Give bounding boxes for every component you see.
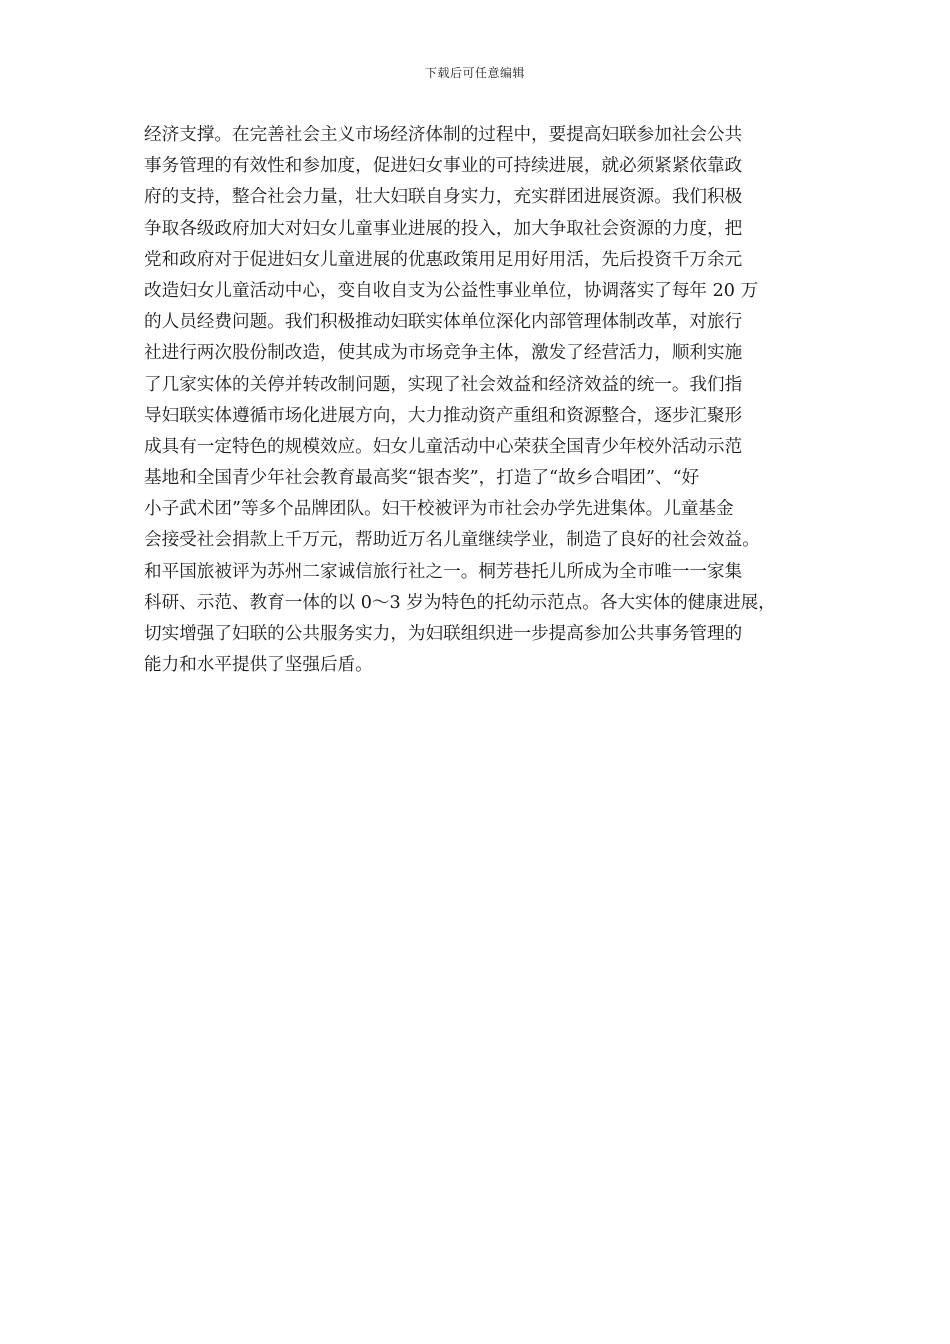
text-line: 成具有一定特色的规模效应。妇女儿童活动中心荣获全国青少年校外活动示范 xyxy=(144,436,743,457)
text-line: 小子武术团”等多个品牌团队。妇干校被评为市社会办学先进集体。儿童基金 xyxy=(144,499,734,520)
text-line: 改造妇女儿童活动中心，变自收自支为公益性事业单位，协调落实了每年 20 万 xyxy=(144,280,759,301)
body-paragraph xyxy=(144,120,824,681)
text-line: 会接受社会捐款上千万元，帮助近万名儿童继续学业，制造了良好的社会效益。 xyxy=(144,530,760,551)
text-line: 和平国旅被评为苏州二家诚信旅行社之一。桐芳巷托儿所成为全市唯一一家集 xyxy=(144,561,743,582)
text-line: 基地和全国青少年社会教育最高奖“银杏奖”，打造了“故乡合唱团”、“好 xyxy=(144,468,700,489)
page-header: 下载后可任意编辑 xyxy=(424,66,525,80)
text-line: 的人员经费问题。我们积极推动妇联实体单位深化内部管理体制改革，对旅行 xyxy=(144,312,743,333)
text-line: 能力和水平提供了坚强后盾。 xyxy=(144,655,373,676)
text-line: 科研、示范、教育一体的以 0～3 岁为特色的托幼示范点。各大实体的健康进展， xyxy=(144,592,776,613)
text-line: 府的支持，整合社会力量，壮大妇联自身实力，充实群团进展资源。我们积极 xyxy=(144,187,743,208)
text-line: 事务管理的有效性和参加度，促进妇女事业的可持续进展，就必须紧紧依靠政 xyxy=(144,156,743,177)
text-line: 党和政府对于促进妇女儿童进展的优惠政策用足用好用活，先后投资千万余元 xyxy=(144,249,743,270)
text-line: 争取各级政府加大对妇女儿童事业进展的投入，加大争取社会资源的力度，把 xyxy=(144,218,743,239)
text-line: 了几家实体的关停并转改制问题，实现了社会效益和经济效益的统一。我们指 xyxy=(144,374,743,395)
text-line: 社进行两次股份制改造，使其成为市场竞争主体，激发了经营活力，顺利实施 xyxy=(144,343,743,364)
text-line: 导妇联实体遵循市场化进展方向，大力推动资产重组和资源整合，逐步汇聚形 xyxy=(144,405,743,426)
text-line: 切实增强了妇联的公共服务实力，为妇联组织进一步提高参加公共事务管理的 xyxy=(144,624,743,644)
text-line: 经济支撑。在完善社会主义市场经济体制的过程中，要提高妇联参加社会公共 xyxy=(144,125,743,145)
